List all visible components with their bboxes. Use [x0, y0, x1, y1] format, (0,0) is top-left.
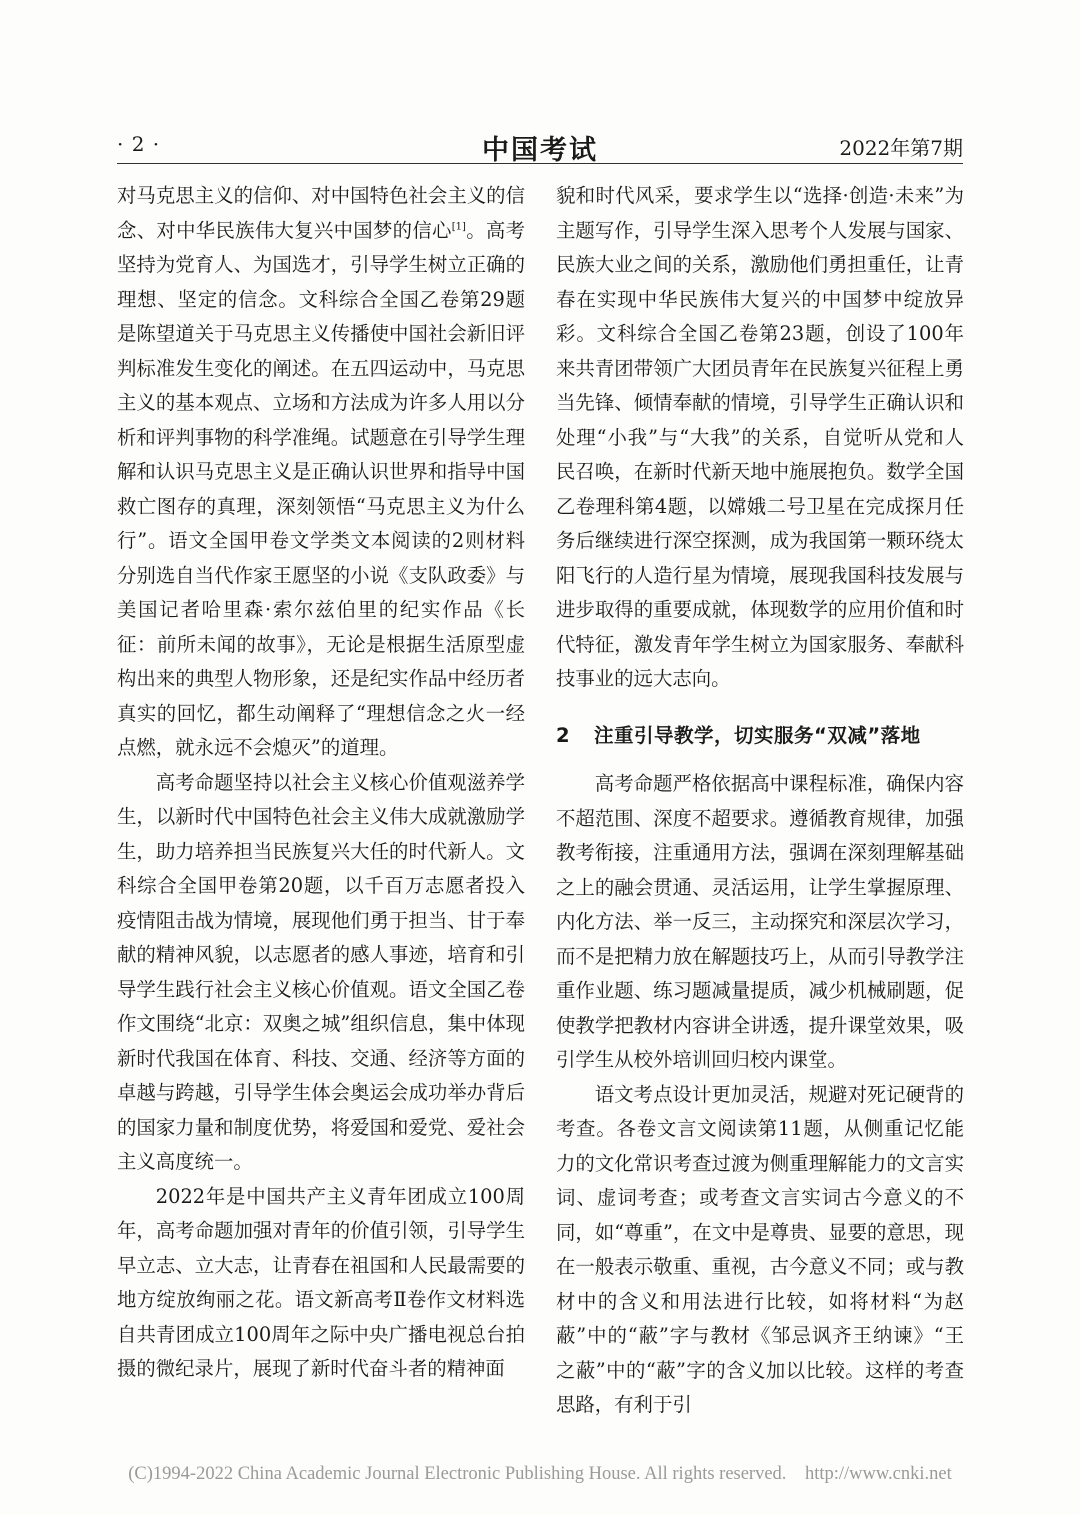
section-number: 2 — [556, 723, 571, 747]
paragraph-text: 。高考坚持为党育人、为国选才，引导学生树立正确的理想、坚定的信念。文科综合全国乙卷第29题是陈望道关于马克思主义传播使中国社会新旧评判标准发生变化的阐述。在五四运动中，马克思主义的基本观点、立场和方法成为许多人用以分析和评判事物的科学准绳。试题意在引导学生理解和认识马克思主义是正确认识世界和指导中国救亡图存的真理，深刻领悟“马克思主义为什么行”。语文全国甲卷文学类文本阅读的2则材料分别选自当代作家王愿坚的小说《支队政委》与美国记者哈里森·索尔兹伯里的纪实作品《长征：前所未闻的故事》，无论是根据生活原型虚构出来的典型人物形象，还是纪实作品中经历者真实的回忆，都生动阐释了“理想信念之火一经点燃，就永远不会熄灭”的道理。 — [117, 218, 526, 759]
section-heading — [556, 719, 964, 754]
paragraph: 貌和时代风采，要求学生以“选择·创造·未来”为主题写作，引导学生深入思考个人发展与国家、民族大业之间的关系，激励他们勇担重任，让青春在实现中华民族伟大复兴的中国梦中绽放异彩。文科综合全国乙卷第23题，创设了100年来共青团带领广大团员青年在民族复兴征程上勇当先锋、倾情奉献的情境，引导学生正确认识和处理“小我”与“大我”的关系，自觉听从党和人民召唤，在新时代新天地中施展抱负。数学全国乙卷理科第4题，以嫦娥二号卫星在完成探月任务后继续进行深空探测，成为我国第一颗环绕太阳飞行的人造行星为情境，展现我国科技发展与进步取得的重要成就，体现数学的应用价值和时代特征，激发青年学生树立为国家服务、奉献科技事业的远大志向。 — [556, 184, 964, 690]
paragraph: 2022年是中国共产主义青年团成立100周年，高考命题加强对青年的价值引领，引导学生早立志、立大志，让青春在祖国和人民最需要的地方绽放绚丽之花。语文新高考Ⅱ卷作文材料选自共青团成立100周年之际中央广播电视总台拍摄的微纪录片，展现了新时代奋斗者的精神面 — [117, 1184, 525, 1380]
page-number: · 2 · — [117, 132, 161, 156]
footer-url: http://www.cnki.net — [804, 1464, 952, 1484]
paragraph-text: 对马克思主义的信仰、对中国特色社会主义的信念、对中华民族伟大复兴中国梦的信心 — [117, 184, 525, 242]
running-header — [117, 132, 963, 166]
issue-label: 2022年第7期 — [839, 136, 963, 160]
paragraph: 高考命题坚持以社会主义核心价值观滋养学生，以新时代中国特色社会主义伟大成就激励学生，助力培养担当民族复兴大任的时代新人。文科综合全国甲卷第20题，以千百万志愿者投入疫情阻击战为情境，展现他们勇于担当、甘于奉献的精神风貌，以志愿者的感人事迹，培育和引导学生践行社会主义核心价值观。语文全国乙卷作文围绕“北京：双奥之城”组织信息，集中体现新时代我国在体育、科技、交通、经济等方面的卓越与跨越，引导学生体会奥运会成功举办背后的国家力量和制度优势，将爱国和爱党、爱社会主义高度统一。 — [117, 770, 525, 1173]
citation-ref: [1] — [451, 221, 466, 233]
journal-title: 中国考试 — [482, 135, 598, 166]
left-column — [117, 179, 525, 1387]
copyright-footer — [0, 1464, 1080, 1485]
copyright-text: (C)1994-2022 China Academic Journal Electronic Publishing House. All rights reserved. — [128, 1464, 787, 1484]
header-rule — [117, 163, 963, 164]
right-column — [556, 179, 964, 1423]
paragraph: 语文考点设计更加灵活，规避对死记硬背的考查。各卷文言文阅读第11题，从侧重记忆能力的文化常识考查过渡为侧重理解能力的文言实词、虚词考查；或考查文言实词古今意义的不同，如“尊重”，在文中是尊贵、显要的意思，现在一般表示敬重、重视，古今意义不同；或与教材中的含义和用法进行比较，如将材料“为赵蔽”中的“蔽”字与教材《邹忌讽齐王纳谏》“王之蔽”中的“蔽”字的含义加以比较。这样的考查思路，有利于引 — [556, 1082, 964, 1416]
section-title: 注重引导教学，切实服务“双减”落地 — [594, 723, 921, 747]
paragraph: 高考命题严格依据高中课程标准，确保内容不超范围、深度不超要求。遵循教育规律，加强教考衔接，注重通用方法，强调在深刻理解基础之上的融会贯通、灵活运用，让学生掌握原理、内化方法、举一反三，主动探究和深层次学习，而不是把精力放在解题技巧上，从而引导教学注重作业题、练习题减量提质，减少机械刷题，促使教学把教材内容讲全讲透，提升课堂效果，吸引学生从校外培训回归校内课堂。 — [556, 772, 964, 1071]
paragraph — [117, 179, 525, 766]
